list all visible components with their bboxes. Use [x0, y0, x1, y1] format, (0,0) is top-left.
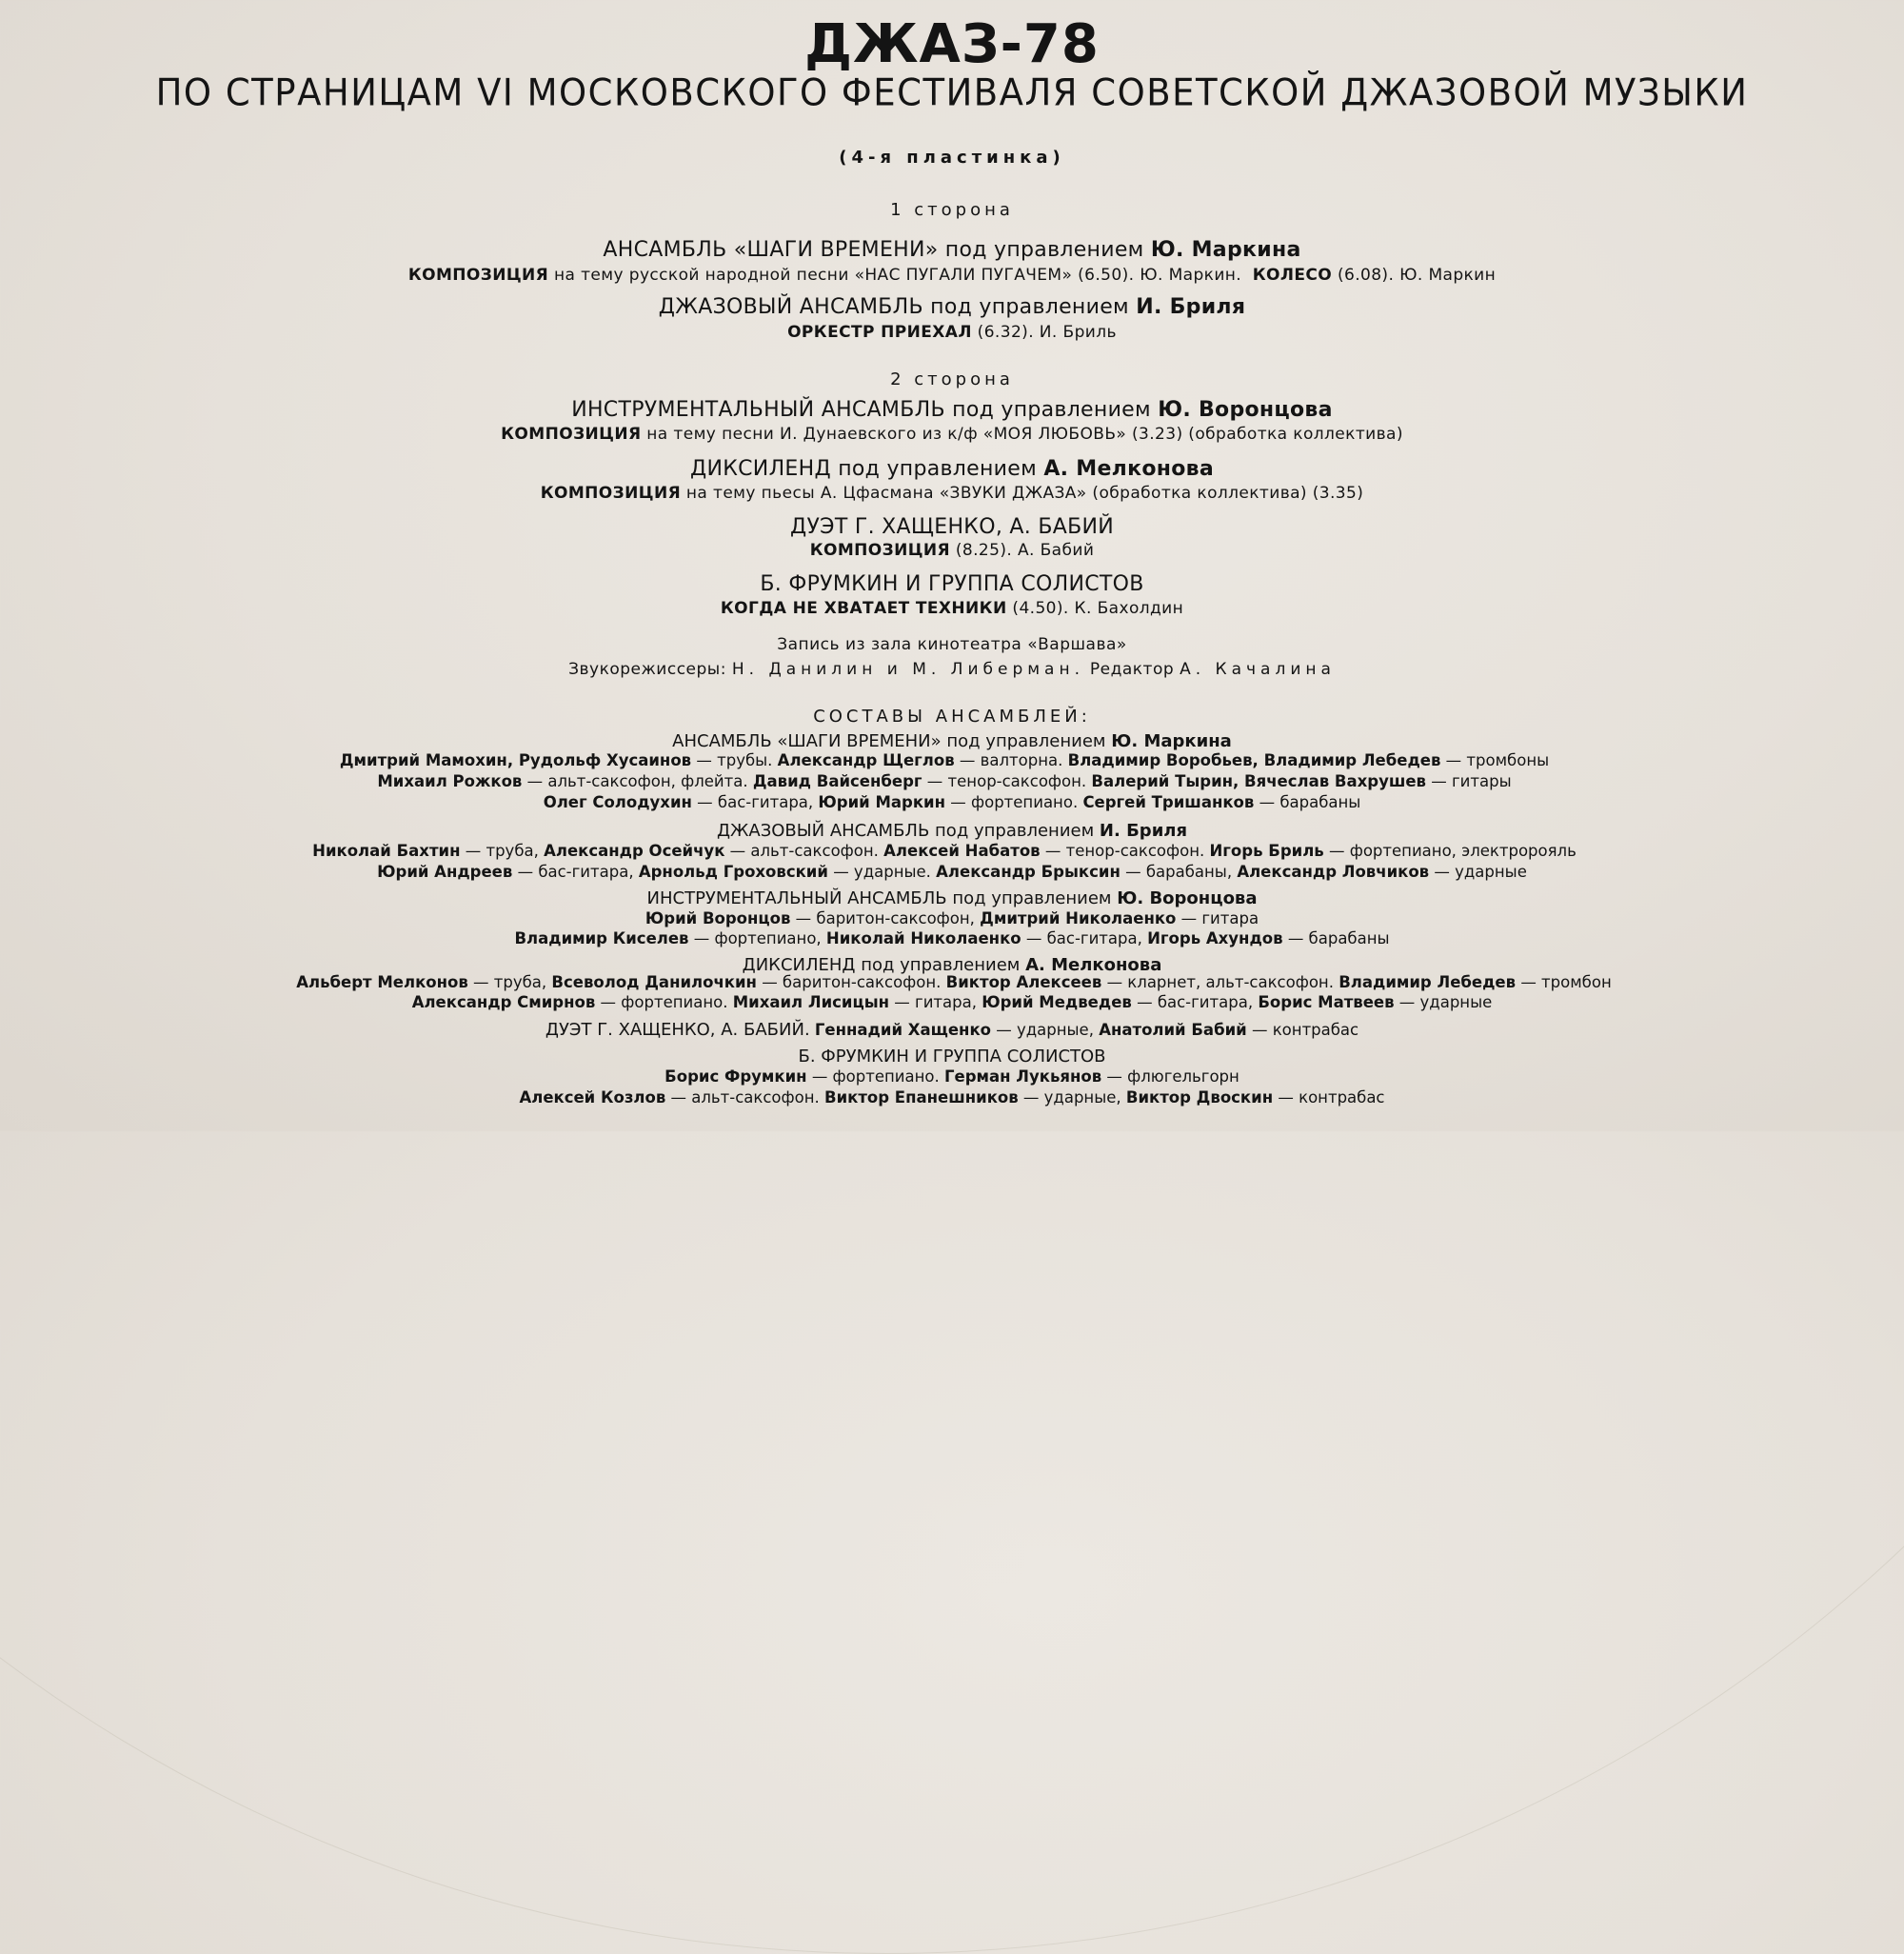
track-detail: на тему русской народной песни «НАС ПУГАЛИ ПУГАЧЕМ» (6.50). Ю. Маркин.: [553, 266, 1242, 285]
instrument-text: — альт-саксофон, флейта.: [526, 772, 748, 790]
musician-name: Алексей Козлов: [519, 1088, 666, 1107]
musician-name: Александр Ловчиков: [1237, 863, 1430, 881]
musician-name: Альберт Мелконов: [296, 973, 468, 991]
instrument-text: — барабаны: [1287, 929, 1390, 947]
group-leader: Ю. Маркина: [1111, 731, 1232, 751]
musician-name: Борис Фрумкин: [664, 1067, 807, 1086]
musician-name: Юрий Воронцов: [645, 909, 791, 927]
track-title: ОРКЕСТР ПРИЕХАЛ: [787, 323, 972, 342]
ensemble-leader: Ю. Маркина: [1150, 238, 1301, 262]
side1-ensemble-1: [0, 238, 1904, 262]
album-title: ДЖАЗ-78: [804, 13, 1100, 75]
musician-name: Александр Щеглов: [777, 751, 955, 769]
musician-name: Александр Смирнов: [411, 993, 596, 1011]
lineups-heading: СОСТАВЫ АНСАМБЛЕЙ:: [813, 707, 1091, 727]
lineup-group-6-title: Б. ФРУМКИН И ГРУППА СОЛИСТОВ: [798, 1047, 1106, 1067]
editor-label: Редактор: [1089, 660, 1175, 679]
side2-track-line-3: [0, 541, 1904, 560]
instrument-text: — тромбоны: [1445, 751, 1550, 769]
ensemble-name: Б. ФРУМКИН И ГРУППА СОЛИСТОВ: [760, 572, 1144, 596]
group-leader: Ю. Воронцова: [1117, 888, 1258, 908]
ensemble-name: ДЖАЗОВЫЙ АНСАМБЛЬ под управлением: [658, 295, 1129, 319]
instrument-text: — барабаны: [1259, 793, 1361, 811]
instrument-text: — гитары: [1431, 772, 1512, 790]
lineup-group-4-title: [0, 955, 1904, 975]
track-detail: (6.32). И. Бриль: [977, 323, 1117, 342]
group-leader: И. Бриля: [1099, 821, 1188, 841]
musician-name: Виктор Двоскин: [1125, 1088, 1274, 1107]
lineup-line: [0, 993, 1904, 1011]
instrument-text: — фортепиано, электророяль: [1328, 842, 1577, 860]
instrument-text: — контрабас: [1251, 1021, 1359, 1039]
credits-line: [0, 660, 1904, 679]
track-detail: на тему пьесы А. Цфасмана «ЗВУКИ ДЖАЗА» (обработка коллектива) (3.35): [685, 484, 1364, 503]
musician-name: Юрий Маркин: [818, 793, 945, 811]
musician-name: Игорь Бриль: [1209, 842, 1324, 860]
musician-name: Олег Солодухин: [543, 793, 692, 811]
editor: А. Качалина: [1180, 660, 1336, 679]
instrument-text: — флюгельгорн: [1106, 1067, 1240, 1086]
disc-number: (4-я пластинка): [839, 148, 1065, 168]
side-2-label: 2 сторона: [890, 369, 1014, 389]
instrument-text: — тенор-саксофон.: [1044, 842, 1205, 860]
recording-venue: Запись из зала кинотеатра «Варшава»: [777, 635, 1127, 654]
instrument-text: — тенор-саксофон.: [926, 772, 1087, 790]
group-name: ДЖАЗОВЫЙ АНСАМБЛЬ под управлением: [716, 821, 1095, 841]
musician-name: Дмитрий Мамохин, Рудольф Хусаинов: [339, 751, 692, 769]
track-title: КОМПОЗИЦИЯ: [501, 425, 642, 444]
lineup-line: [0, 909, 1904, 927]
lineup-line: [0, 1088, 1904, 1107]
instrument-text: — фортепиано.: [600, 993, 728, 1011]
side2-track-line-4: [0, 599, 1904, 618]
track-detail: (6.08). Ю. Маркин: [1337, 266, 1497, 285]
side2-ensemble-2: [0, 457, 1904, 481]
musician-name: Борис Матвеев: [1258, 993, 1395, 1011]
album-subtitle: ПО СТРАНИЦАМ VI МОСКОВСКОГО ФЕСТИВАЛЯ СОВЕТСКОЙ ДЖАЗОВОЙ МУЗЫКИ: [155, 70, 1749, 115]
ensemble-leader: Ю. Воронцова: [1158, 398, 1333, 422]
musician-name: Юрий Медведев: [982, 993, 1132, 1011]
instrument-text: — баритон-саксофон.: [762, 973, 942, 991]
instrument-text: — труба,: [473, 973, 547, 991]
instrument-text: — бас-гитара,: [517, 863, 634, 881]
side2-ensemble-3: [0, 515, 1904, 539]
side1-track-line-1: [0, 266, 1904, 285]
track-title: КОГДА НЕ ХВАТАЕТ ТЕХНИКИ: [720, 599, 1007, 618]
musician-name: Николай Бахтин: [312, 842, 461, 860]
musician-name: Владимир Лебедев: [1339, 973, 1517, 991]
instrument-text: — гитара: [1180, 909, 1259, 927]
instrument-text: — фортепиано.: [950, 793, 1079, 811]
track-detail: на тему песни И. Дунаевского из к/ф «МОЯ ЛЮБОВЬ» (3.23) (обработка коллектива): [646, 425, 1403, 444]
ensemble-name: ИНСТРУМЕНТАЛЬНЫЙ АНСАМБЛЬ под управлением: [571, 398, 1151, 422]
instrument-text: — бас-гитара,: [697, 793, 814, 811]
track-title: КОМПОЗИЦИЯ: [407, 266, 549, 285]
musician-name: Александр Брыксин: [936, 863, 1121, 881]
musician-name: Дмитрий Николаенко: [980, 909, 1177, 927]
instrument-text: — ударные.: [833, 863, 931, 881]
musician-name: Виктор Алексеев: [945, 973, 1102, 991]
lineup-group-1-title: [0, 731, 1904, 751]
instrument-text: — ударные,: [1022, 1088, 1121, 1107]
ensemble-name: ДУЭТ Г. ХАЩЕНКО, А. БАБИЙ: [789, 515, 1115, 539]
lineup-group-2-title: [0, 821, 1904, 841]
instrument-text: — фортепиано,: [693, 929, 822, 947]
musician-name: Арнольд Гроховский: [638, 863, 828, 881]
musician-name: Давид Вайсенберг: [752, 772, 922, 790]
musician-name: Виктор Епанешников: [824, 1088, 1019, 1107]
musician-name: Сергей Тришанков: [1082, 793, 1255, 811]
lineup-line: [0, 1067, 1904, 1086]
engineers: Н. Данилин и М. Либерман.: [731, 660, 1084, 679]
lineup-line: [0, 863, 1904, 881]
musician-name: Алексей Набатов: [883, 842, 1041, 860]
musician-name: Всеволод Данилочкин: [551, 973, 757, 991]
musician-name: Александр Осейчук: [544, 842, 725, 860]
instrument-text: — кларнет, альт-саксофон.: [1106, 973, 1334, 991]
instrument-text: — альт-саксофон.: [729, 842, 879, 860]
ensemble-name: АНСАМБЛЬ «ШАГИ ВРЕМЕНИ» под управлением: [603, 238, 1144, 262]
instrument-text: — валторна.: [959, 751, 1063, 769]
musician-name: Валерий Тырин, Вячеслав Вахрушев: [1091, 772, 1426, 790]
instrument-text: — труба,: [465, 842, 539, 860]
instrument-text: — контрабас: [1278, 1088, 1385, 1107]
lineup-group-5: [0, 1020, 1904, 1040]
group-name: ИНСТРУМЕНТАЛЬНЫЙ АНСАМБЛЬ под управлением: [646, 888, 1112, 908]
lineup-line: [0, 929, 1904, 947]
ensemble-name: ДИКСИЛЕНД под управлением: [689, 457, 1038, 481]
instrument-text: — бас-гитара,: [1137, 993, 1254, 1011]
track-title: КОМПОЗИЦИЯ: [809, 541, 951, 560]
instrument-text: — тромбон: [1520, 973, 1612, 991]
side2-ensemble-1: [0, 398, 1904, 422]
musician-name: Анатолий Бабий: [1099, 1021, 1247, 1039]
group-name: ДИКСИЛЕНД под управлением: [742, 955, 1021, 975]
side2-track-line-1: [0, 425, 1904, 444]
ensemble-leader: А. Мелконова: [1043, 457, 1215, 481]
lineup-line: [2, 973, 1904, 991]
instrument-text: — фортепиано.: [811, 1067, 940, 1086]
side1-ensemble-2: [0, 295, 1904, 319]
group-leader: А. Мелконова: [1025, 955, 1162, 975]
track-detail: (8.25). А. Бабий: [955, 541, 1095, 560]
lineup-group-3-title: [0, 888, 1904, 908]
instrument-text: — баритон-саксофон,: [795, 909, 975, 927]
lineup-line: [0, 751, 1896, 769]
side2-ensemble-4: [0, 572, 1904, 596]
musician-name: Герман Лукьянов: [944, 1067, 1102, 1086]
instrument-text: — альт-саксофон.: [670, 1088, 820, 1107]
track-detail: (4.50). К. Бахолдин: [1012, 599, 1184, 618]
instrument-text: — гитара,: [894, 993, 977, 1011]
instrument-text: — ударные: [1398, 993, 1493, 1011]
group-name: ДУЭТ Г. ХАЩЕНКО, А. БАБИЙ.: [545, 1020, 810, 1040]
instrument-text: — барабаны,: [1125, 863, 1233, 881]
musician-name: Николай Николаенко: [825, 929, 1021, 947]
side-1-label: 1 сторона: [890, 200, 1014, 220]
musician-name: Михаил Рожков: [377, 772, 523, 790]
track-title: КОМПОЗИЦИЯ: [540, 484, 682, 503]
lineup-line: [0, 842, 1896, 860]
group-name: АНСАМБЛЬ «ШАГИ ВРЕМЕНИ» под управлением: [672, 731, 1106, 751]
musician-name: Владимир Киселев: [514, 929, 689, 947]
musician-name: Владимир Воробьев, Владимир Лебедев: [1067, 751, 1441, 769]
musician-name: Юрий Андреев: [377, 863, 513, 881]
musician-name: Геннадий Хащенко: [814, 1021, 991, 1039]
track-title: КОЛЕСО: [1252, 266, 1333, 285]
engineers-label: Звукорежиссеры:: [568, 660, 726, 679]
lineup-line: [0, 772, 1896, 790]
instrument-text: — ударные,: [996, 1021, 1094, 1039]
ensemble-leader: И. Бриля: [1136, 295, 1246, 319]
instrument-text: — трубы.: [696, 751, 773, 769]
lineup-line: [0, 793, 1904, 811]
side2-track-line-2: [0, 484, 1904, 503]
instrument-text: — бас-гитара,: [1025, 929, 1142, 947]
musician-name: Михаил Лисицын: [732, 993, 890, 1011]
musician-name: Игорь Ахундов: [1147, 929, 1283, 947]
instrument-text: — ударные: [1434, 863, 1527, 881]
side1-track-line-2: [0, 323, 1904, 342]
